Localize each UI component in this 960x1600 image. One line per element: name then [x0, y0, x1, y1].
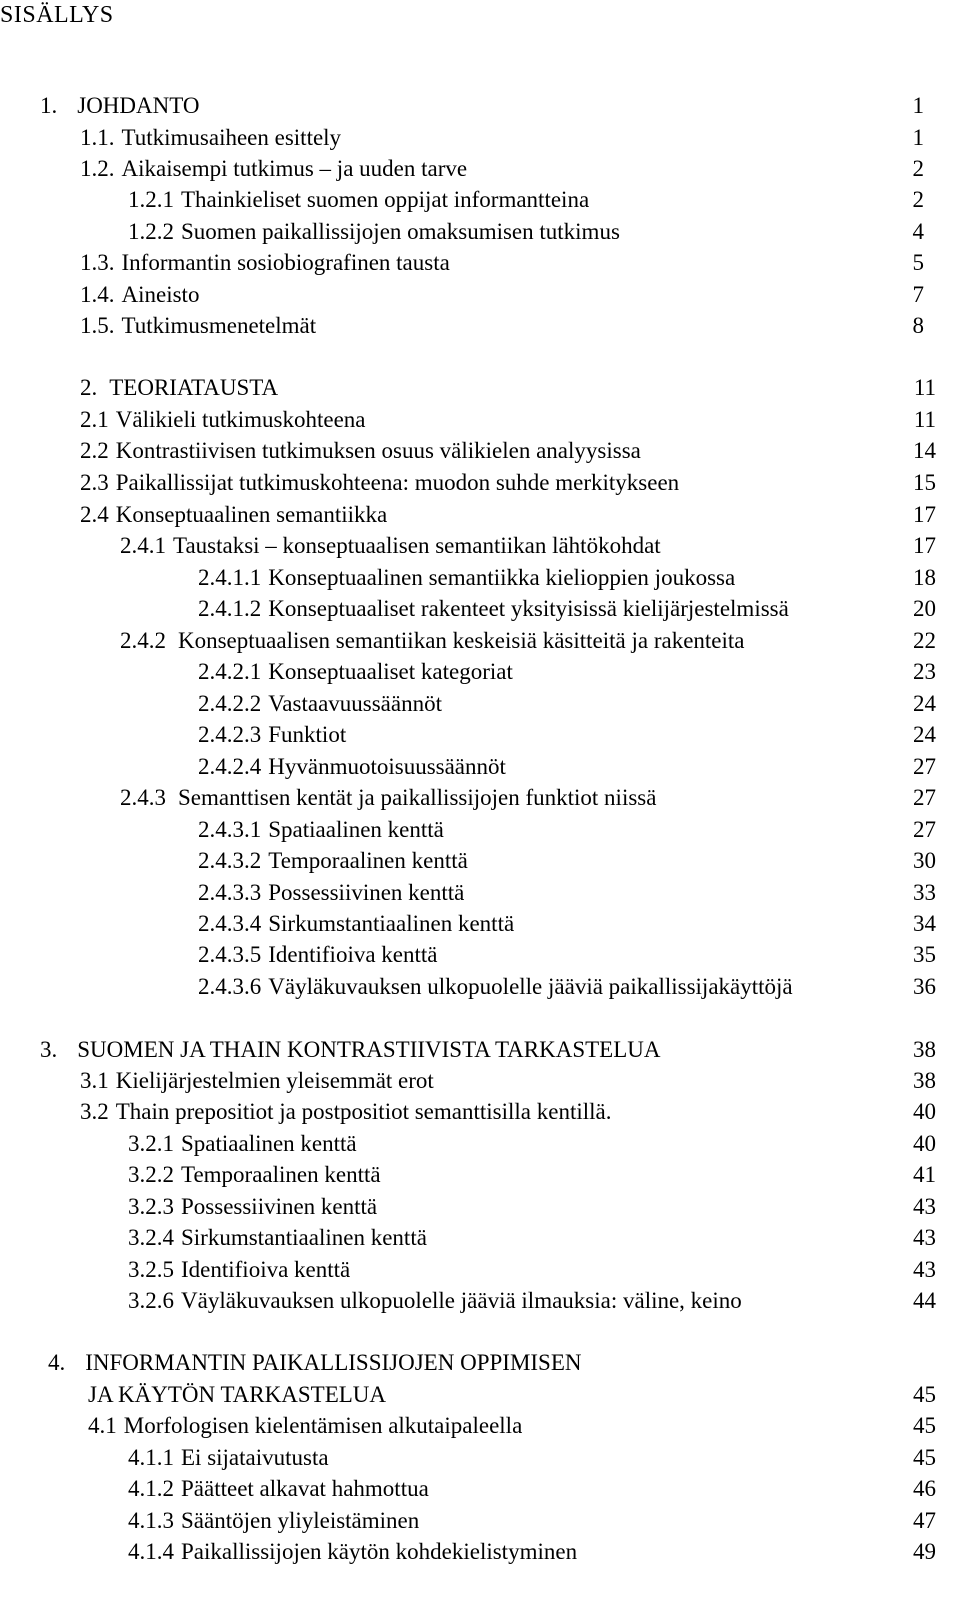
toc-number: 4.1.3	[128, 1508, 174, 1533]
toc-text: Kielijärjestelmien yleisemmät erot	[115, 1068, 434, 1093]
toc-entry	[40, 1036, 661, 1064]
toc-text: Konseptuaalisen semantiikan keskeisiä käsitteitä ja rakenteita	[178, 628, 745, 653]
toc-number: 2.4.1.2	[198, 596, 262, 621]
toc-number: 2.3	[80, 470, 109, 495]
toc-number: 1.1.	[80, 125, 115, 150]
toc-entry	[120, 784, 656, 812]
toc-text: Paikallissijojen käytön kohdekielistyminen	[181, 1539, 578, 1564]
toc-number: 2.4.2.3	[198, 722, 262, 747]
toc-page-number: 36	[913, 974, 936, 999]
toc-text: Tutkimusaiheen esittely	[121, 125, 342, 150]
toc-number: 4.	[48, 1350, 66, 1375]
toc-text: Funktiot	[268, 722, 347, 747]
toc-number: 3.2.3	[128, 1194, 174, 1219]
toc-page-number: 23	[913, 659, 936, 684]
toc-entry	[128, 186, 589, 214]
toc-number: 3.2.5	[128, 1257, 174, 1282]
toc-page-number: 40	[913, 1131, 936, 1156]
toc-page-number: 49	[913, 1539, 936, 1564]
toc-number: 2.4.2.2	[198, 691, 262, 716]
toc-text: Informantin sosiobiografinen tausta	[121, 250, 450, 275]
toc-page-number: 27	[913, 754, 936, 779]
toc-entry	[120, 627, 745, 655]
toc-entry	[198, 816, 444, 844]
toc-number: 3.2.4	[128, 1225, 174, 1250]
toc-text: Konseptuaalinen semantiikka kielioppien joukossa	[268, 565, 736, 590]
toc-page-number: 47	[913, 1508, 936, 1533]
toc-text: Paikallissijat tutkimuskohteena: muodon suhde merkitykseen	[115, 470, 680, 495]
toc-page-number: 41	[913, 1162, 936, 1187]
toc-number: 1.2.2	[128, 219, 174, 244]
toc-number: 2.4.3.4	[198, 911, 262, 936]
toc-entry	[198, 690, 442, 718]
toc-entry	[198, 753, 506, 781]
toc-page-number: 40	[913, 1099, 936, 1124]
toc-page-number: 2	[912, 187, 924, 212]
toc-number: 4.1.4	[128, 1539, 174, 1564]
toc-page-number: 30	[913, 848, 936, 873]
toc-text: Sääntöjen yliyleistäminen	[181, 1508, 420, 1533]
toc-entry	[128, 1507, 419, 1535]
toc-entry	[80, 437, 641, 465]
toc-number: 2.4.1	[120, 533, 166, 558]
toc-text: Temporaalinen kenttä	[268, 848, 468, 873]
toc-number: 2.4.2.1	[198, 659, 262, 684]
toc-text: Ei sijataivutusta	[181, 1445, 329, 1470]
toc-page-number: 24	[913, 691, 936, 716]
toc-number: 2.4.1.1	[198, 565, 262, 590]
toc-page-number: 18	[913, 565, 936, 590]
toc-text: Temporaalinen kenttä	[181, 1162, 381, 1187]
toc-text: Konseptuaaliset kategoriat	[268, 659, 513, 684]
toc-entry	[80, 1067, 434, 1095]
toc-text: JOHDANTO	[77, 93, 200, 118]
toc-page-number: 22	[913, 628, 936, 653]
toc-number: 2.1	[80, 407, 109, 432]
toc-text: Vastaavuussäännöt	[268, 691, 442, 716]
toc-page-number: 43	[913, 1194, 936, 1219]
toc-page-number: 11	[913, 375, 936, 400]
toc-entry	[120, 532, 661, 560]
toc-page-number: 15	[913, 470, 936, 495]
toc-page-number: 4	[912, 219, 924, 244]
toc-entry	[80, 374, 278, 402]
toc-entry	[128, 1444, 329, 1472]
toc-text: Tutkimusmenetelmät	[121, 313, 317, 338]
toc-entry	[80, 249, 450, 277]
toc-entry	[128, 1193, 377, 1221]
toc-entry	[198, 721, 346, 749]
toc-text: Suomen paikallissijojen omaksumisen tutkimus	[181, 219, 620, 244]
toc-page-number: 7	[912, 282, 924, 307]
toc-entry	[80, 124, 341, 152]
toc-entry	[128, 1130, 357, 1158]
toc-page-number: 38	[913, 1068, 936, 1093]
toc-text: Konseptuaaliset rakenteet yksityisissä kielijärjestelmissä	[268, 596, 789, 621]
toc-entry	[198, 973, 793, 1001]
toc-page-number: 2	[912, 156, 924, 181]
toc-number: 1.2.	[80, 156, 115, 181]
toc-page-number: 1	[912, 125, 924, 150]
toc-page-number: 5	[912, 250, 924, 275]
toc-text: Väyläkuvauksen ulkopuolelle jääviä paikallissijakäyttöjä	[268, 974, 793, 999]
toc-number: 3.2.6	[128, 1288, 174, 1313]
toc-number: 1.	[40, 93, 58, 118]
toc-text: Hyvänmuotoisuussäännöt	[268, 754, 506, 779]
toc-page-number: 38	[913, 1037, 936, 1062]
toc-page-number: 1	[912, 93, 924, 118]
toc-entry	[128, 1287, 742, 1315]
toc-text: JA KÄYTÖN TARKASTELUA	[88, 1382, 387, 1407]
toc-entry	[128, 218, 620, 246]
toc-page-number: 34	[913, 911, 936, 936]
toc-page-number: 11	[913, 407, 936, 432]
toc-number: 2.2	[80, 438, 109, 463]
toc-number: 2.4.2.4	[198, 754, 262, 779]
toc-entry	[80, 155, 467, 183]
toc-entry	[80, 281, 199, 309]
toc-number: 3.	[40, 1037, 58, 1062]
page-title: SISÄLLYS	[0, 2, 114, 28]
toc-entry	[198, 910, 514, 938]
toc-text: Aikaisempi tutkimus – ja uuden tarve	[121, 156, 468, 181]
toc-entry	[128, 1538, 577, 1566]
toc-text: Taustaksi – konseptuaalisen semantiikan lähtökohdat	[173, 533, 661, 558]
toc-entry	[128, 1256, 350, 1284]
toc-entry	[198, 658, 513, 686]
toc-text: Possessiivinen kenttä	[181, 1194, 378, 1219]
toc-page-number: 17	[913, 533, 936, 558]
toc-number: 2.4.3.3	[198, 880, 262, 905]
toc-entry	[40, 92, 200, 120]
toc-page-number: 17	[913, 502, 936, 527]
toc-text: SUOMEN JA THAIN KONTRASTIIVISTA TARKASTELUA	[77, 1037, 661, 1062]
toc-text: Sirkumstantiaalinen kenttä	[181, 1225, 427, 1250]
toc-entry	[198, 941, 438, 969]
toc-page-number: 44	[913, 1288, 936, 1313]
toc-entry	[198, 879, 464, 907]
toc-text: Välikieli tutkimuskohteena	[115, 407, 366, 432]
toc-text: Semanttisen kentät ja paikallissijojen funktiot niissä	[178, 785, 657, 810]
toc-page-number: 14	[913, 438, 936, 463]
toc-number: 4.1	[88, 1413, 117, 1438]
toc-text: Päätteet alkavat hahmottua	[181, 1476, 429, 1501]
toc-text: Spatiaalinen kenttä	[268, 817, 444, 842]
toc-number: 1.3.	[80, 250, 115, 275]
toc-text: Aineisto	[121, 282, 200, 307]
toc-entry	[48, 1349, 582, 1377]
toc-page-number: 46	[913, 1476, 936, 1501]
toc-entry	[128, 1224, 427, 1252]
toc-text: Possessiivinen kenttä	[268, 880, 465, 905]
toc-page-number: 45	[913, 1382, 936, 1407]
toc-number: 2.	[80, 375, 98, 400]
toc-entry	[80, 406, 366, 434]
toc-number: 1.4.	[80, 282, 115, 307]
toc-number: 2.4.3.1	[198, 817, 262, 842]
toc-entry	[88, 1412, 522, 1440]
toc-text: Kontrastiivisen tutkimuksen osuus välikielen analyysissa	[115, 438, 641, 463]
toc-number: 3.2.1	[128, 1131, 174, 1156]
toc-entry	[128, 1161, 381, 1189]
toc-entry	[198, 595, 789, 623]
toc-text: Morfologisen kielentämisen alkutaipaleella	[123, 1413, 523, 1438]
toc-page-number: 8	[912, 313, 924, 338]
toc-text: Väyläkuvauksen ulkopuolelle jääviä ilmauksia: väline, keino	[181, 1288, 742, 1313]
toc-page-number: 24	[913, 722, 936, 747]
toc-page-number: 27	[913, 817, 936, 842]
toc-number: 2.4.3.5	[198, 942, 262, 967]
toc-text: Konseptuaalinen semantiikka	[115, 502, 388, 527]
toc-number: 3.2.2	[128, 1162, 174, 1187]
toc-entry	[80, 1098, 611, 1126]
toc-number: 2.4	[80, 502, 109, 527]
toc-entry	[198, 564, 735, 592]
toc-page-number: 45	[913, 1413, 936, 1438]
toc-entry	[88, 1381, 386, 1409]
toc-number: 2.4.3.2	[198, 848, 262, 873]
toc-text: Identifioiva kenttä	[268, 942, 438, 967]
toc-text: TEORIATAUSTA	[109, 375, 279, 400]
toc-entry	[128, 1475, 429, 1503]
toc-text: Thainkieliset suomen oppijat informantteina	[181, 187, 590, 212]
toc-entry	[198, 847, 468, 875]
toc-text: Thain prepositiot ja postpositiot semanttisilla kentillä.	[115, 1099, 612, 1124]
toc-page-number: 43	[913, 1225, 936, 1250]
toc-page-number: 45	[913, 1445, 936, 1470]
toc-text: Spatiaalinen kenttä	[181, 1131, 357, 1156]
toc-page-number: 27	[913, 785, 936, 810]
toc-text: Identifioiva kenttä	[181, 1257, 351, 1282]
toc-text: Sirkumstantiaalinen kenttä	[268, 911, 515, 936]
toc-number: 2.4.3	[120, 785, 166, 810]
toc-number: 1.2.1	[128, 187, 174, 212]
toc-number: 3.2	[80, 1099, 109, 1124]
toc-page-number: 35	[913, 942, 936, 967]
toc-page-number: 33	[913, 880, 936, 905]
toc-entry	[80, 312, 316, 340]
toc-text: INFORMANTIN PAIKALLISSIJOJEN OPPIMISEN	[85, 1350, 582, 1375]
toc-page-number: 20	[913, 596, 936, 621]
toc-number: 3.1	[80, 1068, 109, 1093]
toc-page-number: 43	[913, 1257, 936, 1282]
toc-number: 2.4.2	[120, 628, 166, 653]
toc-number: 1.5.	[80, 313, 115, 338]
toc-number: 4.1.1	[128, 1445, 174, 1470]
toc-entry	[80, 501, 387, 529]
toc-number: 2.4.3.6	[198, 974, 262, 999]
toc-entry	[80, 469, 679, 497]
toc-number: 4.1.2	[128, 1476, 174, 1501]
